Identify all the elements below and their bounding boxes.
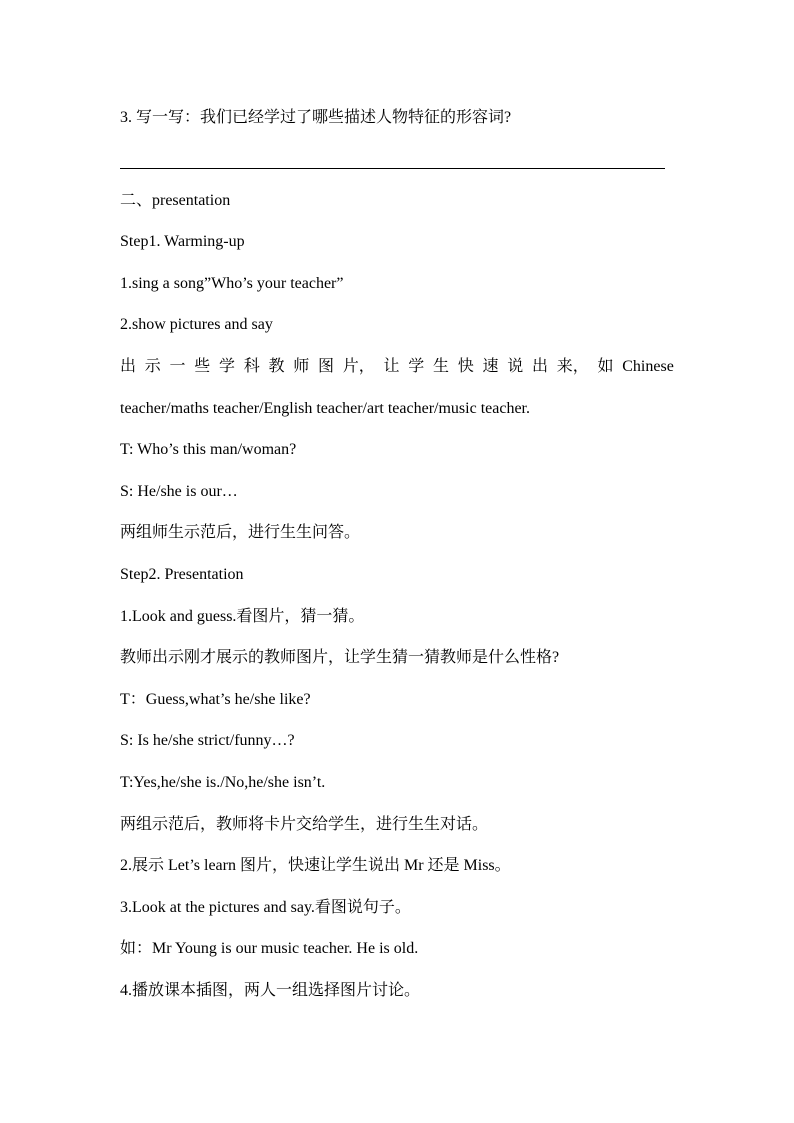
justified-char: 来， bbox=[556, 358, 589, 375]
justified-char: 出 bbox=[532, 358, 549, 375]
justified-char: 师 bbox=[293, 358, 310, 375]
dialogue-student-answer: S: He/she is our… bbox=[120, 483, 238, 500]
step2-heading: Step2. Presentation bbox=[120, 566, 244, 583]
justified-char: 生 bbox=[433, 358, 450, 375]
justified-char: 快 bbox=[457, 358, 474, 375]
instruction-guess-personality: 教师出示刚才展示的教师图片，让学生猜一猜教师是什么性格? bbox=[120, 649, 560, 666]
answer-blank-line bbox=[120, 168, 665, 169]
justified-char: 些 bbox=[194, 358, 211, 375]
dialogue-student-guess: S: Is he/she strict/funny…? bbox=[120, 732, 295, 749]
step2-item-2: 2.展示 Let’s learn 图片，快速让学生说出 Mr 还是 Miss。 bbox=[120, 857, 511, 874]
justified-char: 速 bbox=[482, 358, 499, 375]
justified-char: Chinese bbox=[622, 358, 674, 375]
justified-char: 片， bbox=[342, 358, 375, 375]
justified-char: 说 bbox=[507, 358, 524, 375]
justified-char: 图 bbox=[318, 358, 335, 375]
justified-char: 教 bbox=[268, 358, 285, 375]
step1-item-1: 1.sing a song”Who’s your teacher” bbox=[120, 275, 344, 292]
justified-char: 学 bbox=[408, 358, 425, 375]
example-sentence: 如：Mr Young is our music teacher. He is old. bbox=[120, 940, 419, 957]
question-3-line: 3. 写一写：我们已经学过了哪些描述人物特征的形容词? bbox=[120, 109, 512, 126]
teacher-subjects-line: teacher/maths teacher/English teacher/art teacher/music teacher. bbox=[120, 400, 530, 417]
dialogue-teacher-question: T: Who’s this man/woman? bbox=[120, 441, 297, 458]
step2-item-4: 4.播放课本插图，两人一组选择图片讨论。 bbox=[120, 982, 421, 999]
step1-item-2: 2.show pictures and say bbox=[120, 316, 273, 333]
justified-char: 学 bbox=[219, 358, 236, 375]
justified-char: 示 bbox=[144, 358, 161, 375]
instruction-pair-practice: 两组师生示范后，进行生生问答。 bbox=[120, 524, 361, 541]
justified-char: 让 bbox=[383, 358, 400, 375]
justified-char: 出 bbox=[120, 358, 137, 375]
justified-char: 一 bbox=[169, 358, 186, 375]
dialogue-teacher-reply: T:Yes,he/she is./No,he/she isn’t. bbox=[120, 774, 326, 791]
instruction-cards: 两组示范后，教师将卡片交给学生，进行生生对话。 bbox=[120, 816, 489, 833]
instruction-line-justified bbox=[120, 357, 674, 377]
step2-item-3: 3.Look at the pictures and say.看图说句子。 bbox=[120, 899, 411, 916]
step2-item-1: 1.Look and guess.看图片，猜一猜。 bbox=[120, 608, 365, 625]
section-heading-presentation: 二、presentation bbox=[120, 192, 231, 209]
justified-char: 如 bbox=[597, 358, 614, 375]
justified-char: 科 bbox=[243, 358, 260, 375]
step1-heading: Step1. Warming-up bbox=[120, 233, 245, 250]
dialogue-teacher-guess: T：Guess,what’s he/she like? bbox=[120, 691, 311, 708]
